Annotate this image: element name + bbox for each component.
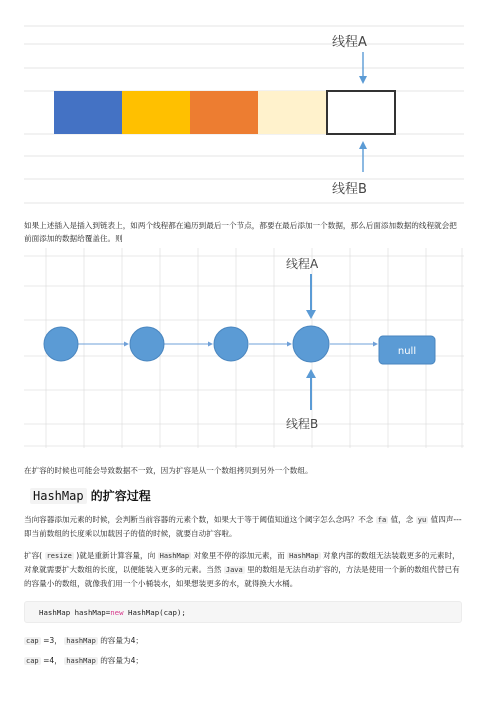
resize-paragraph: 扩容( resize )就是重新计算容量，向 HashMap 对象里不停的添加元素，而 HashMap 对象内部的数组无法装载更多的元素时，对象就需要扩大数组的长度，以便能装入更多的元素。当然 Java 里的数组是无法自动扩容的，方法是使用一个新的数组代替已有的容量小的数组，就像我们用一个小桶装水，如果想装更多的水，就得换大水桶。 bbox=[24, 551, 460, 588]
list-node-1 bbox=[44, 327, 78, 361]
thread-b-arrow bbox=[359, 141, 367, 172]
inline-code: HashMap bbox=[289, 552, 319, 560]
code-block[interactable]: HashMap hashMap=new HashMap(cap); bbox=[24, 601, 462, 623]
array-cell-3 bbox=[190, 91, 258, 134]
thread-b-arrow bbox=[306, 369, 316, 410]
thread-a-arrow bbox=[306, 274, 316, 319]
array-cell-2 bbox=[122, 91, 190, 134]
threshold-paragraph: 当向容器添加元素的时候，会判断当前容器的元素个数，如果大于等于阈值知道这个阈字怎么念吗？不念 fa 值，念 yu 值四声---即当前数组的长度乘以加载因子的值的时候，就要自动扩容啦。 bbox=[24, 515, 462, 538]
array-cell-empty bbox=[327, 91, 395, 134]
thread-b-label: 线程B bbox=[286, 417, 319, 431]
heading-code: HashMap bbox=[30, 488, 87, 504]
section-heading bbox=[30, 487, 151, 504]
heading-text: 的扩容过程 bbox=[86, 489, 151, 503]
thread-a-label: 线程A bbox=[286, 257, 319, 271]
linked-list-overwrite-paragraph: 如果上述插入是插入到链表上，如两个线程都在遍历到最后一个节点，都要在最后添加一个数据，那么后面添加数据的线程就会把前面添加的数据给覆盖住。则 bbox=[24, 221, 457, 243]
inline-code: Java bbox=[225, 566, 243, 574]
inline-code: HashMap bbox=[159, 552, 190, 560]
list-node-4 bbox=[293, 326, 329, 362]
resize-inconsistency-paragraph: 在扩容的时候也可能会导致数据不一致，因为扩容是从一个数组拷贝到另外一个数组。 bbox=[24, 466, 313, 475]
array-threads-figure bbox=[24, 22, 464, 206]
keyword-new: new bbox=[110, 608, 124, 617]
linked-list-threads-figure bbox=[24, 248, 464, 448]
null-label: null bbox=[397, 346, 417, 357]
list-node-2 bbox=[130, 327, 164, 361]
thread-b-label: 线程B bbox=[332, 182, 367, 197]
array-cell-4 bbox=[258, 91, 326, 134]
capacity-line-1: cap =3， hashMap 的容量为4； bbox=[26, 636, 144, 645]
capacity-line-2: cap =4， hashMap 的容量为4； bbox=[26, 656, 144, 665]
array-cells bbox=[54, 91, 395, 134]
list-node-3 bbox=[214, 327, 248, 361]
inline-code: fa bbox=[377, 516, 387, 524]
inline-code: resize bbox=[46, 552, 72, 560]
inline-code: yu bbox=[417, 516, 427, 524]
thread-a-label: 线程A bbox=[332, 35, 367, 50]
array-cell-1 bbox=[54, 91, 122, 134]
